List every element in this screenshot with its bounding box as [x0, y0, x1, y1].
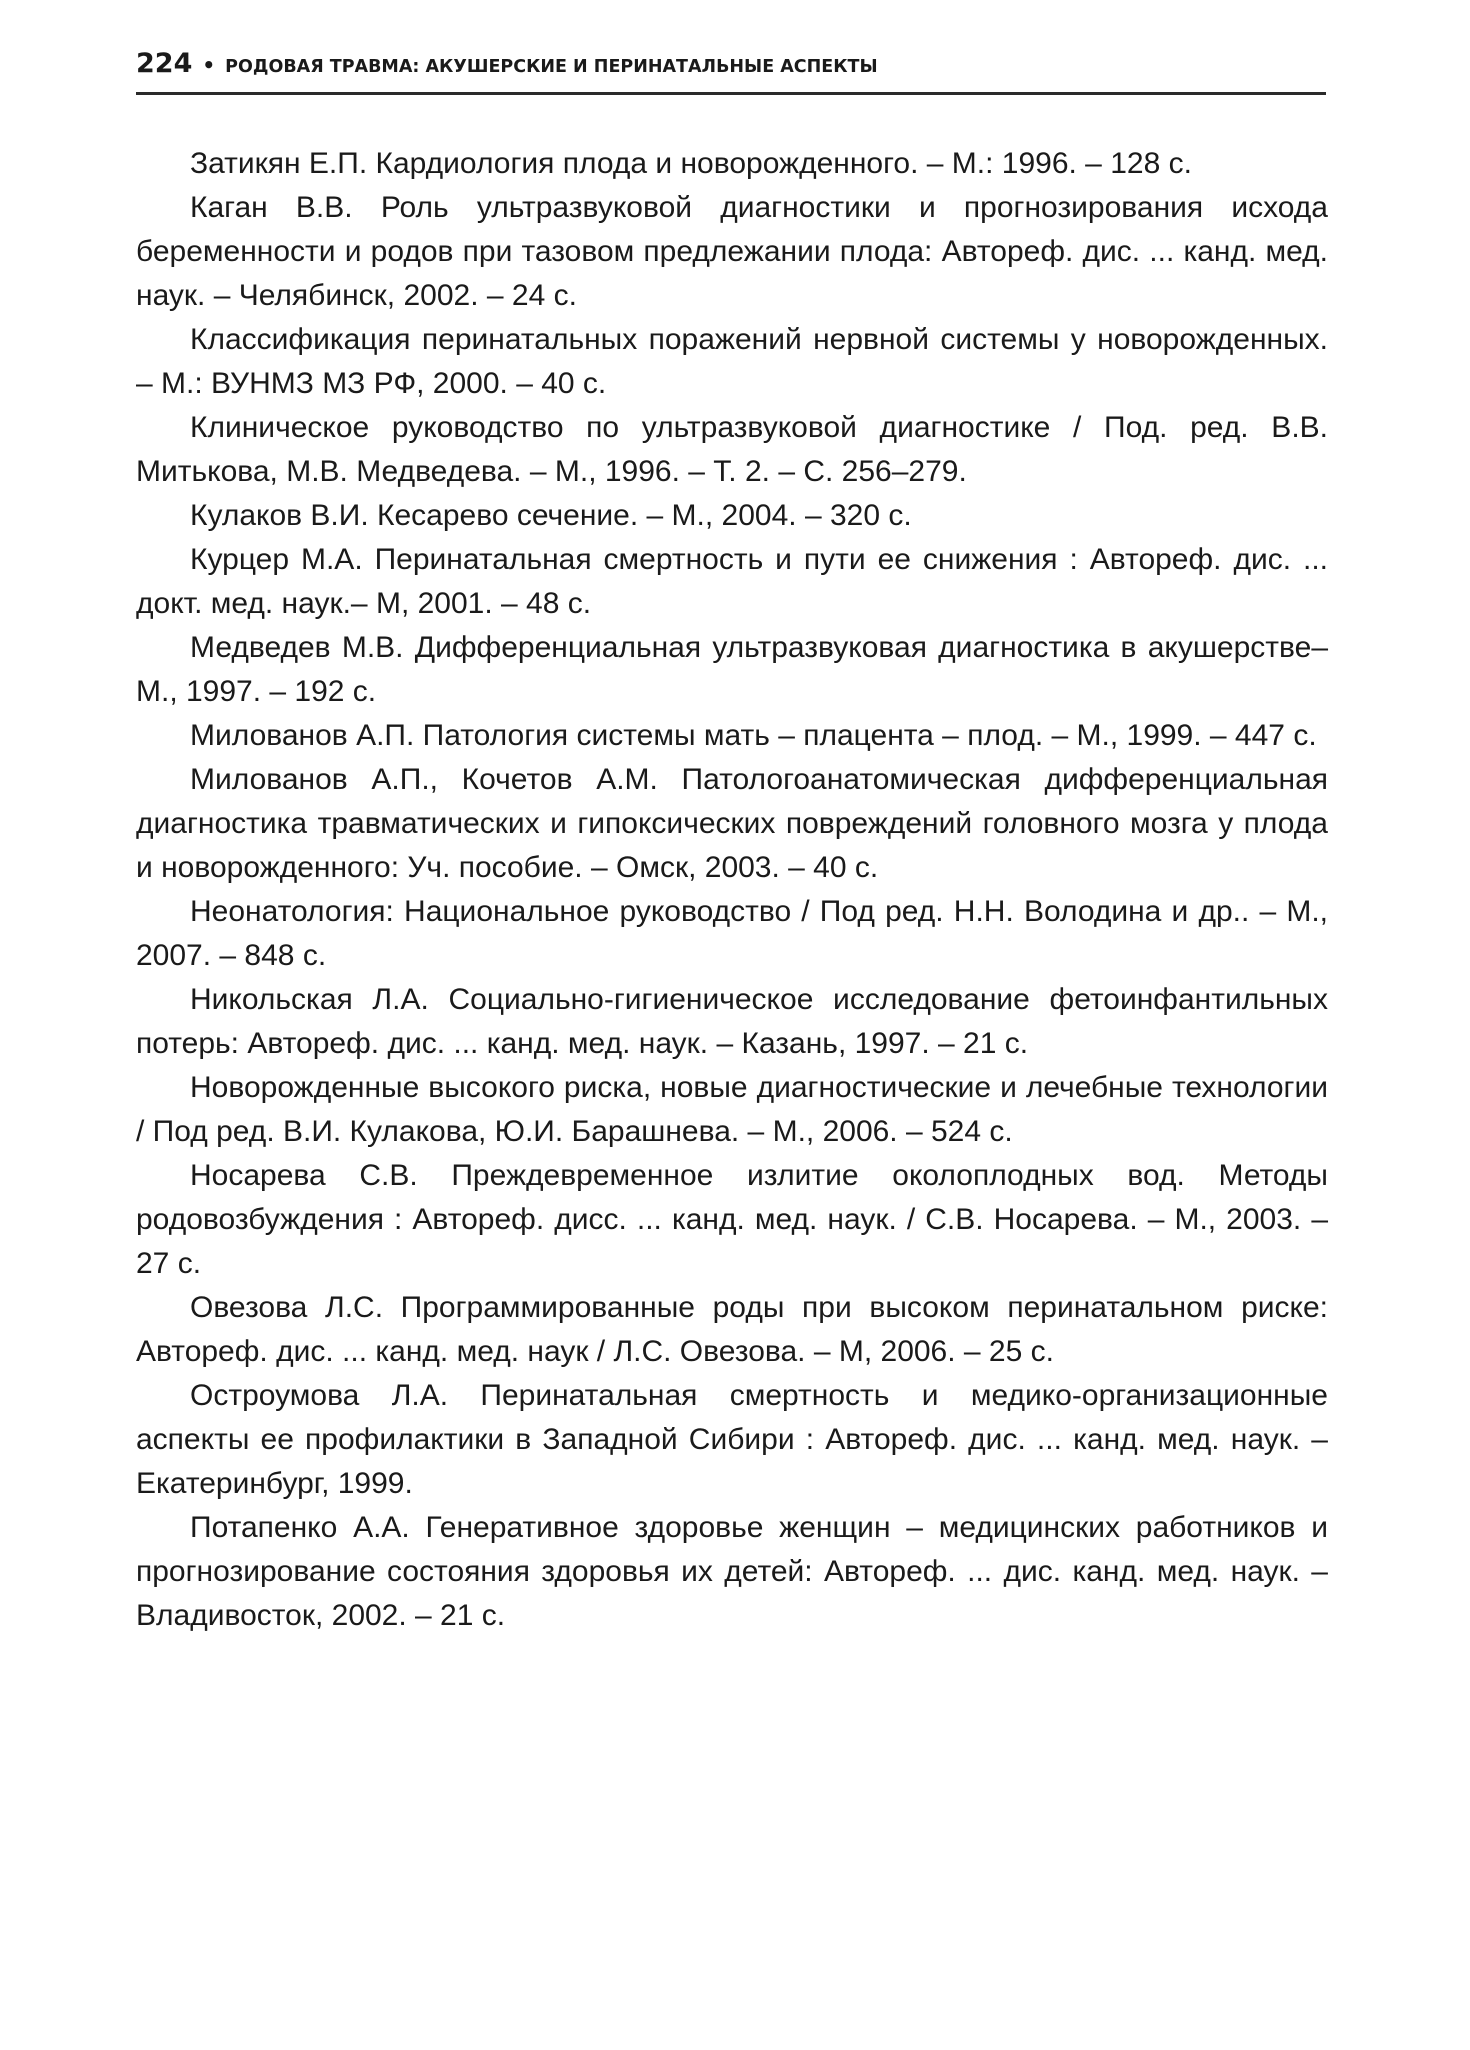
reference-entry: Никольская Л.А. Социально-гигиеническое исследование фетоинфантильных потерь: Автореф. дис. ... канд. мед. наук. – Казань, 1997. – 21 с. [136, 983, 1328, 1060]
reference-entry: Милованов А.П., Кочетов А.М. Патологоанатомическая дифференциальная диагностика травматических и гипоксических повреждений головного мозга у плода и новорожденного: Уч. пособие. – Омск, 2003. – 40 с. [136, 763, 1328, 884]
page-number: 224 [136, 48, 193, 79]
reference-entry: Потапенко А.А. Генеративное здоровье женщин – медицинских работников и прогнозирование состояния здоровья их детей: Автореф. ... дис. канд. мед. наук. – Владивосток, 2002. – 21 с. [136, 1511, 1328, 1632]
reference-entry: Остроумова Л.А. Перинатальная смертность и медико-организационные аспекты ее профилактики в Западной Сибири : Автореф. дис. ... канд. мед. наук. – Екатеринбург, 1999. [136, 1379, 1328, 1500]
reference-entry: Новорожденные высокого риска, новые диагностические и лечебные технологии / Под ред. В.И. Кулакова, Ю.И. Барашнева. – М., 2006. – 524 с. [136, 1071, 1328, 1148]
reference-entry: Затикян Е.П. Кардиология плода и новорожденного. – М.: 1996. – 128 с. [190, 147, 1192, 180]
reference-entry: Классификация перинатальных поражений нервной системы у новорожденных. – М.: ВУНМЗ МЗ РФ, 2000. – 40 с. [136, 323, 1328, 400]
reference-entry: Курцер М.А. Перинатальная смертность и пути ее снижения : Автореф. дис. ... докт. мед. наук.– М, 2001. – 48 с. [136, 543, 1328, 620]
reference-entry: Овезова Л.С. Программированные роды при высоком перинатальном риске: Автореф. дис. ... канд. мед. наук / Л.С. Овезова. – М, 2006. – 25 с. [136, 1291, 1328, 1368]
reference-entry: Кулаков В.И. Кесарево сечение. – М., 2004. – 320 с. [190, 499, 912, 532]
reference-entry: Клиническое руководство по ультразвуковой диагностике / Под. ред. В.В. Митькова, М.В. Медведева. – М., 1996. – Т. 2. – С. 256–279. [136, 411, 1328, 488]
reference-entry: Каган В.В. Роль ультразвуковой диагностики и прогнозирования исхода беременности и родов при тазовом предлежании плода: Автореф. дис. ... канд. мед. наук. – Челябинск, 2002. – 24 с. [136, 191, 1328, 312]
reference-entry: Неонатология: Национальное руководство / Под ред. Н.Н. Володина и др.. – М., 2007. – 848 с. [136, 895, 1328, 972]
running-title: РОДОВАЯ ТРАВМА: АКУШЕРСКИЕ И ПЕРИНАТАЛЬНЫЕ АСПЕКТЫ [225, 57, 878, 77]
reference-list [136, 142, 1328, 1638]
header-separator: • [202, 53, 216, 77]
reference-entry: Милованов А.П. Патология системы мать – плацента – плод. – М., 1999. – 447 с. [190, 719, 1317, 752]
reference-entry: Медведев М.В. Дифференциальная ультразвуковая диагностика в акушерстве– М., 1997. – 192 с. [136, 631, 1328, 708]
reference-entry: Носарева С.В. Преждевременное излитие околоплодных вод. Методы родовозбуждения : Автореф. дисс. ... канд. мед. наук. / С.В. Носарева. – М., 2003. – 27 с. [136, 1159, 1328, 1280]
running-head [136, 48, 1326, 95]
